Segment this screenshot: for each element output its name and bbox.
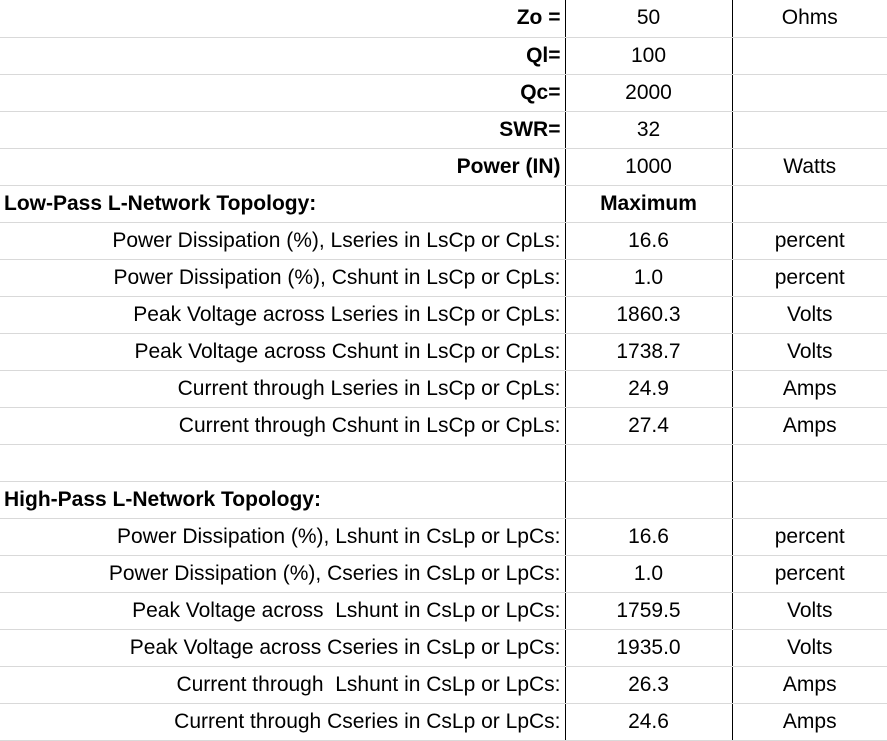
row-label[interactable]: Current through Lshunt in CsLp or LpCs: xyxy=(0,666,565,703)
param-label[interactable]: SWR= xyxy=(0,111,565,148)
param-value[interactable]: 1000 xyxy=(565,148,732,185)
row-value[interactable]: 1738.7 xyxy=(565,333,732,370)
row-label[interactable]: Power Dissipation (%), Lseries in LsCp or CpLs: xyxy=(0,222,565,259)
row-unit[interactable]: Amps xyxy=(732,370,887,407)
row-label[interactable]: Peak Voltage across Cseries in CsLp or LpCs: xyxy=(0,629,565,666)
row-value[interactable]: 1.0 xyxy=(565,259,732,296)
table-row xyxy=(0,666,887,703)
lowpass-section-title[interactable]: Low-Pass L-Network Topology: xyxy=(0,185,565,222)
param-value[interactable]: 2000 xyxy=(565,74,732,111)
param-unit[interactable]: Ohms xyxy=(732,0,887,37)
param-unit[interactable]: Watts xyxy=(732,148,887,185)
maximum-column-header[interactable]: Maximum xyxy=(565,185,732,222)
row-label[interactable]: Current through Lseries in LsCp or CpLs: xyxy=(0,370,565,407)
highpass-header-row xyxy=(0,481,887,518)
table-row xyxy=(0,555,887,592)
row-unit[interactable]: Volts xyxy=(732,333,887,370)
row-unit[interactable]: Volts xyxy=(732,296,887,333)
param-row-swr xyxy=(0,111,887,148)
param-value[interactable]: 100 xyxy=(565,37,732,74)
table-row xyxy=(0,370,887,407)
row-unit[interactable]: Amps xyxy=(732,407,887,444)
param-row-ql xyxy=(0,37,887,74)
empty-cell[interactable] xyxy=(732,481,887,518)
row-value[interactable]: 24.6 xyxy=(565,703,732,740)
row-value[interactable]: 16.6 xyxy=(565,518,732,555)
row-label[interactable]: Current through Cshunt in LsCp or CpLs: xyxy=(0,407,565,444)
row-label[interactable]: Peak Voltage across Lseries in LsCp or CpLs: xyxy=(0,296,565,333)
row-unit[interactable]: percent xyxy=(732,222,887,259)
row-value[interactable]: 27.4 xyxy=(565,407,732,444)
row-label[interactable]: Peak Voltage across Cshunt in LsCp or CpLs: xyxy=(0,333,565,370)
table-row xyxy=(0,259,887,296)
row-value[interactable]: 24.9 xyxy=(565,370,732,407)
param-unit[interactable] xyxy=(732,111,887,148)
row-label[interactable]: Power Dissipation (%), Cshunt in LsCp or CpLs: xyxy=(0,259,565,296)
row-unit[interactable]: Volts xyxy=(732,592,887,629)
row-unit[interactable]: Volts xyxy=(732,629,887,666)
table-row xyxy=(0,407,887,444)
row-unit[interactable]: percent xyxy=(732,555,887,592)
param-row-power xyxy=(0,148,887,185)
row-value[interactable]: 1860.3 xyxy=(565,296,732,333)
param-label[interactable]: Ql= xyxy=(0,37,565,74)
row-unit[interactable]: percent xyxy=(732,259,887,296)
param-unit[interactable] xyxy=(732,74,887,111)
row-value[interactable]: 1935.0 xyxy=(565,629,732,666)
row-unit[interactable]: Amps xyxy=(732,666,887,703)
row-label[interactable]: Power Dissipation (%), Lshunt in CsLp or LpCs: xyxy=(0,518,565,555)
param-value[interactable]: 32 xyxy=(565,111,732,148)
param-label[interactable]: Zo = xyxy=(0,0,565,37)
table-row xyxy=(0,592,887,629)
lowpass-header-row xyxy=(0,185,887,222)
empty-row xyxy=(0,444,887,481)
row-label[interactable]: Current through Cseries in CsLp or LpCs: xyxy=(0,703,565,740)
param-unit[interactable] xyxy=(732,37,887,74)
param-row-zo xyxy=(0,0,887,37)
row-value[interactable]: 26.3 xyxy=(565,666,732,703)
table-row xyxy=(0,222,887,259)
highpass-section-title[interactable]: High-Pass L-Network Topology: xyxy=(0,481,565,518)
empty-cell[interactable] xyxy=(565,444,732,481)
empty-cell[interactable] xyxy=(565,481,732,518)
empty-cell[interactable] xyxy=(732,185,887,222)
param-value[interactable]: 50 xyxy=(565,0,732,37)
row-unit[interactable]: Amps xyxy=(732,703,887,740)
row-label[interactable]: Power Dissipation (%), Cseries in CsLp or LpCs: xyxy=(0,555,565,592)
row-label[interactable]: Peak Voltage across Lshunt in CsLp or LpCs: xyxy=(0,592,565,629)
param-label[interactable]: Power (IN) xyxy=(0,148,565,185)
row-value[interactable]: 1.0 xyxy=(565,555,732,592)
row-value[interactable]: 16.6 xyxy=(565,222,732,259)
table-row xyxy=(0,333,887,370)
row-value[interactable]: 1759.5 xyxy=(565,592,732,629)
empty-cell[interactable] xyxy=(732,444,887,481)
table-row xyxy=(0,629,887,666)
table-row xyxy=(0,518,887,555)
table-row xyxy=(0,296,887,333)
row-unit[interactable]: percent xyxy=(732,518,887,555)
param-row-qc xyxy=(0,74,887,111)
empty-cell[interactable] xyxy=(0,444,565,481)
param-label[interactable]: Qc= xyxy=(0,74,565,111)
table-row xyxy=(0,703,887,740)
